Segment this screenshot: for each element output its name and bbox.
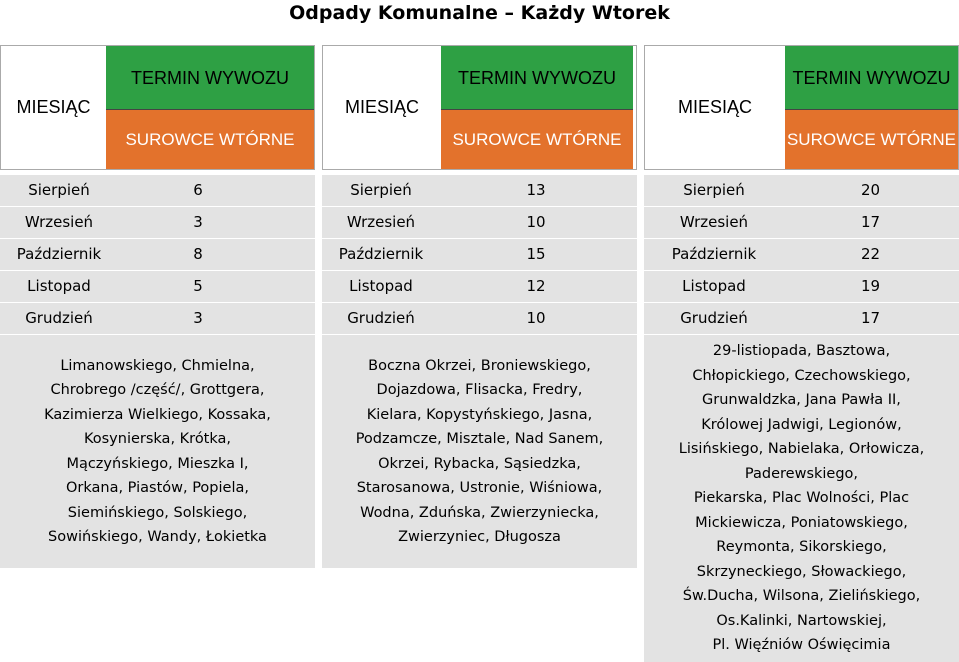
- street-line: Piekarska, Plac Wolności, Plac: [693, 490, 910, 507]
- day-cell: 12: [526, 277, 546, 295]
- termin-wywozu-header: TERMIN WYWOZU: [441, 46, 633, 110]
- street-line: Orkana, Piastów, Popiela,: [65, 480, 249, 496]
- month-cell: Październik: [338, 245, 424, 263]
- street-line: Limanowskiego, Chmielna,: [60, 357, 255, 374]
- month-cell: Sierpień: [350, 181, 412, 199]
- schedule-row: [0, 175, 315, 207]
- day-cell: 3: [193, 213, 203, 231]
- street-line: Skrzyneckiego, Słowackiego,: [696, 563, 907, 580]
- street-line: Wodna, Zduńska, Zwierzyniecka,: [360, 504, 599, 521]
- schedule-row: [644, 271, 959, 303]
- street-line: Zwierzyniec, Długosza: [398, 529, 561, 545]
- street-line: Grunwaldzka, Jana Pawła II,: [702, 392, 901, 409]
- panel-header: [0, 45, 315, 170]
- month-cell: Październik: [671, 245, 757, 263]
- month-cell: Grudzień: [680, 309, 748, 327]
- panel-header: [644, 45, 959, 170]
- schedule-row: [644, 207, 959, 239]
- day-cell: 3: [193, 309, 203, 327]
- street-line: Sowińskiego, Wandy, Łokietka: [48, 529, 267, 545]
- month-cell: Grudzień: [25, 309, 93, 327]
- schedule-rows-1: [0, 175, 315, 335]
- schedule-row: [644, 239, 959, 271]
- surowce-wtorne-header: SUROWCE WTÓRNE: [106, 110, 314, 169]
- schedule-panel-3: [644, 45, 959, 170]
- day-cell: 22: [860, 245, 881, 263]
- panel-header: [322, 45, 637, 170]
- day-cell: 17: [860, 213, 881, 231]
- day-cell: 13: [526, 181, 546, 199]
- month-cell: Wrzesień: [346, 213, 416, 231]
- street-line: Okrzei, Rybacka, Sąsiedzka,: [378, 455, 581, 472]
- street-line: Mickiewicza, Poniatowskiego,: [695, 514, 908, 531]
- month-cell: Wrzesień: [679, 213, 749, 231]
- schedule-row: [644, 175, 959, 207]
- day-cell: 20: [860, 181, 881, 199]
- street-line: Królowej Jadwigi, Legionów,: [701, 416, 902, 433]
- schedule-row: [322, 239, 637, 271]
- page-title: Odpady Komunalne – Każdy Wtorek: [289, 2, 670, 24]
- termin-wywozu-header: TERMIN WYWOZU: [785, 46, 958, 110]
- month-column-header: MIESIĄC: [645, 46, 785, 169]
- street-list-2: [322, 335, 637, 568]
- month-cell: Sierpień: [28, 181, 90, 199]
- street-line: Mączyńskiego, Mieszka I,: [66, 455, 249, 472]
- surowce-wtorne-header: SUROWCE WTÓRNE: [785, 110, 958, 169]
- street-line: Siemińskiego, Solskiego,: [67, 504, 248, 521]
- day-cell: 15: [526, 245, 546, 263]
- street-line: Starosanowa, Ustronie, Wiśniowa,: [356, 480, 603, 496]
- month-cell: Sierpień: [683, 181, 745, 199]
- schedule-row: [322, 175, 637, 207]
- day-cell: 17: [860, 309, 881, 327]
- street-line: Lisińskiego, Nabielaka, Orłowicza,: [678, 441, 925, 458]
- month-cell: Listopad: [27, 277, 91, 295]
- day-cell: 6: [193, 181, 203, 199]
- schedule-row: [644, 303, 959, 335]
- month-cell: Wrzesień: [24, 213, 94, 231]
- street-line: Chrobrego /część/, Grottgera,: [50, 382, 265, 398]
- day-cell: 10: [526, 309, 546, 327]
- street-line: Św.Ducha, Wilsona, Zielińskiego,: [682, 588, 921, 605]
- schedule-rows-2: [322, 175, 637, 335]
- schedule-row: [322, 271, 637, 303]
- street-list-1: [0, 335, 315, 568]
- month-column-header: MIESIĄC: [323, 46, 441, 169]
- street-line: Podzamcze, Misztale, Nad Sanem,: [355, 431, 604, 447]
- month-column-header: MIESIĄC: [1, 46, 106, 169]
- day-cell: 19: [860, 277, 881, 295]
- street-line: Chłopickiego, Czechowskiego,: [692, 367, 911, 384]
- schedule-row: [322, 303, 637, 335]
- schedule-row: [0, 207, 315, 239]
- street-line: Kazimierza Wielkiego, Kossaka,: [44, 406, 271, 423]
- schedule-rows-3: [644, 175, 959, 335]
- day-cell: 10: [526, 213, 546, 231]
- street-line: Kosynierska, Krótka,: [83, 431, 232, 447]
- street-line: Dojazdowa, Flisacka, Fredry,: [376, 382, 583, 398]
- termin-wywozu-header: TERMIN WYWOZU: [106, 46, 314, 110]
- street-line: Paderewskiego,: [744, 465, 859, 482]
- surowce-wtorne-header: SUROWCE WTÓRNE: [441, 110, 633, 169]
- schedule-row: [0, 239, 315, 271]
- schedule-row: [0, 303, 315, 335]
- month-cell: Listopad: [349, 277, 413, 295]
- schedule-panel-2: [322, 45, 637, 170]
- street-line: 29-listiopada, Basztowa,: [712, 343, 891, 360]
- street-line: Pl. Więźniów Oświęcimia: [712, 637, 891, 654]
- street-list-3: [644, 335, 959, 662]
- street-line: Boczna Okrzei, Broniewskiego,: [368, 357, 591, 374]
- street-line: Kielara, Kopystyńskiego, Jasna,: [366, 406, 593, 423]
- month-cell: Październik: [16, 245, 102, 263]
- schedule-row: [0, 271, 315, 303]
- street-line: Os.Kalinki, Nartowskiej,: [716, 612, 887, 629]
- day-cell: 8: [193, 245, 203, 263]
- month-cell: Grudzień: [347, 309, 415, 327]
- month-cell: Listopad: [682, 277, 746, 295]
- schedule-row: [322, 207, 637, 239]
- day-cell: 5: [193, 277, 203, 295]
- schedule-panel-1: [0, 45, 315, 170]
- street-line: Reymonta, Sikorskiego,: [716, 539, 887, 556]
